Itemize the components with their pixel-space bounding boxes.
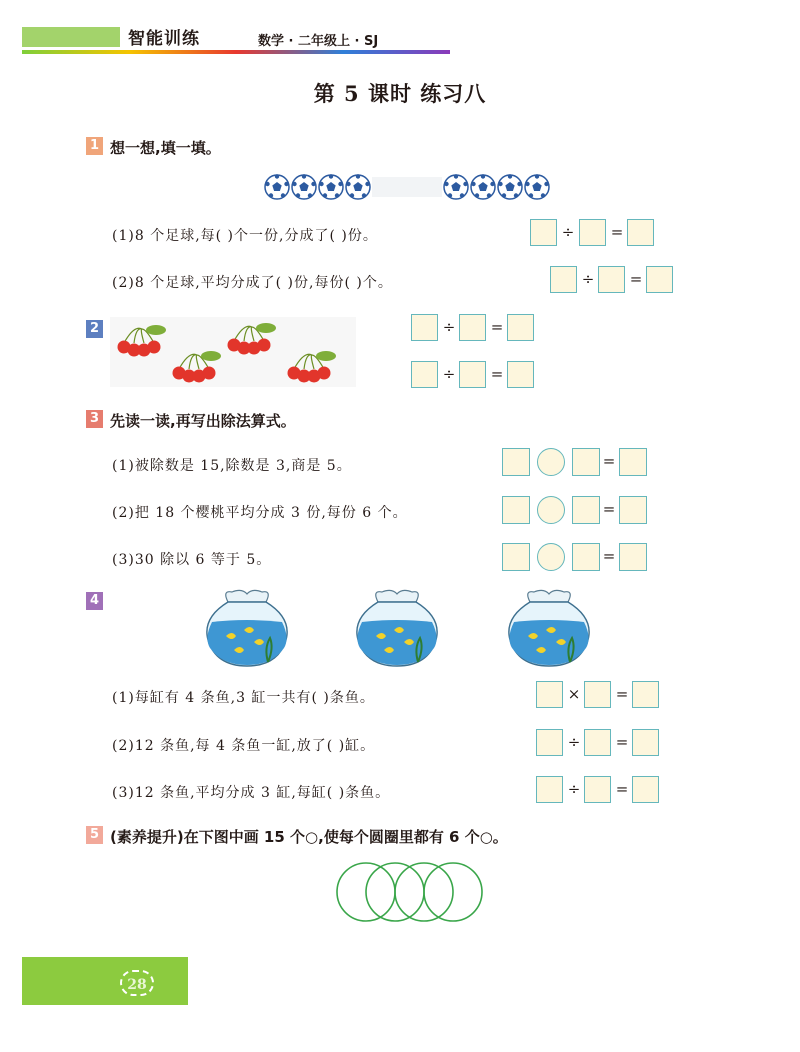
fish-bowls-illustration — [200, 588, 590, 670]
answer-box[interactable] — [411, 314, 438, 341]
question-4-line-2: (2)12 条鱼,每 4 条鱼一缸,放了( )缸。 — [112, 738, 376, 754]
multiply-sign: × — [567, 685, 581, 703]
answer-box[interactable] — [598, 266, 625, 293]
question-3-line-1: (1)被除数是 15,除数是 3,商是 5。 — [112, 458, 352, 474]
answer-box[interactable] — [550, 266, 577, 293]
divide-sign: ÷ — [442, 365, 456, 383]
equals-sign: = — [615, 733, 629, 751]
divide-sign: ÷ — [561, 223, 575, 241]
equals-sign: = — [615, 685, 629, 703]
question-4-line-1: (1)每缸有 4 条鱼,3 缸一共有( )条鱼。 — [112, 690, 375, 706]
equals-sign: = — [615, 780, 629, 798]
answer-box[interactable] — [507, 314, 534, 341]
operator-circle[interactable] — [537, 496, 565, 524]
soccer-balls-illustration — [262, 172, 562, 202]
answer-box[interactable] — [536, 776, 563, 803]
question-5-title: (素养提升)在下图中画 15 个○,使每个圆圈里都有 6 个○。 — [110, 828, 508, 846]
answer-box[interactable] — [536, 729, 563, 756]
answer-box[interactable] — [579, 219, 606, 246]
question-3-line-3: (3)30 除以 6 等于 5。 — [112, 552, 272, 568]
question-1-line-2: (2)8 个足球,平均分成了( )份,每份( )个。 — [112, 275, 393, 291]
answer-box[interactable] — [632, 776, 659, 803]
footer-green-block — [22, 957, 188, 1005]
answer-box[interactable] — [530, 219, 557, 246]
question-3-badge: 3 — [86, 410, 103, 428]
overlapping-circles-diagram[interactable] — [330, 858, 490, 928]
answer-box[interactable] — [619, 496, 647, 524]
brand-title: 智能训练 — [128, 29, 200, 49]
header-green-bar — [22, 27, 120, 47]
question-3-line-2: (2)把 18 个樱桃平均分成 3 份,每份 6 个。 — [112, 505, 408, 521]
answer-box[interactable] — [572, 543, 600, 571]
answer-box[interactable] — [507, 361, 534, 388]
divide-sign: ÷ — [581, 270, 595, 288]
operator-circle[interactable] — [537, 543, 565, 571]
question-1-line-1: (1)8 个足球,每( )个一份,分成了( )份。 — [112, 228, 378, 244]
answer-box[interactable] — [646, 266, 673, 293]
cherries-illustration — [110, 317, 356, 387]
question-2-badge: 2 — [86, 320, 103, 338]
question-5-badge: 5 — [86, 826, 103, 844]
operator-circle[interactable] — [537, 448, 565, 476]
divide-sign: ÷ — [442, 318, 456, 336]
header-rainbow-line — [22, 50, 450, 54]
equals-sign: = — [610, 223, 624, 241]
equals-sign: = — [629, 270, 643, 288]
answer-box[interactable] — [536, 681, 563, 708]
question-1-badge: 1 — [86, 137, 103, 155]
question-4-badge: 4 — [86, 592, 103, 610]
page-number: 28 — [120, 970, 154, 996]
answer-box[interactable] — [411, 361, 438, 388]
answer-box[interactable] — [572, 496, 600, 524]
answer-box[interactable] — [619, 448, 647, 476]
answer-box[interactable] — [502, 496, 530, 524]
question-3-title: 先读一读,再写出除法算式。 — [110, 412, 296, 430]
equals-sign: = — [602, 452, 616, 470]
answer-box[interactable] — [632, 681, 659, 708]
question-1-title: 想一想,填一填。 — [110, 139, 221, 157]
answer-box[interactable] — [502, 448, 530, 476]
answer-box[interactable] — [584, 681, 611, 708]
answer-box[interactable] — [459, 314, 486, 341]
answer-box[interactable] — [459, 361, 486, 388]
answer-box[interactable] — [619, 543, 647, 571]
equals-sign: = — [490, 365, 504, 383]
equals-sign: = — [602, 500, 616, 518]
answer-box[interactable] — [572, 448, 600, 476]
answer-box[interactable] — [584, 776, 611, 803]
divide-sign: ÷ — [567, 733, 581, 751]
lesson-title: 第 5 课时 练习八 — [313, 81, 487, 106]
answer-box[interactable] — [632, 729, 659, 756]
divide-sign: ÷ — [567, 780, 581, 798]
subject-label: 数学 · 二年级上 · SJ — [258, 34, 379, 49]
question-4-line-3: (3)12 条鱼,平均分成 3 缸,每缸( )条鱼。 — [112, 785, 391, 801]
equals-sign: = — [602, 547, 616, 565]
answer-box[interactable] — [627, 219, 654, 246]
answer-box[interactable] — [584, 729, 611, 756]
answer-box[interactable] — [502, 543, 530, 571]
equals-sign: = — [490, 318, 504, 336]
